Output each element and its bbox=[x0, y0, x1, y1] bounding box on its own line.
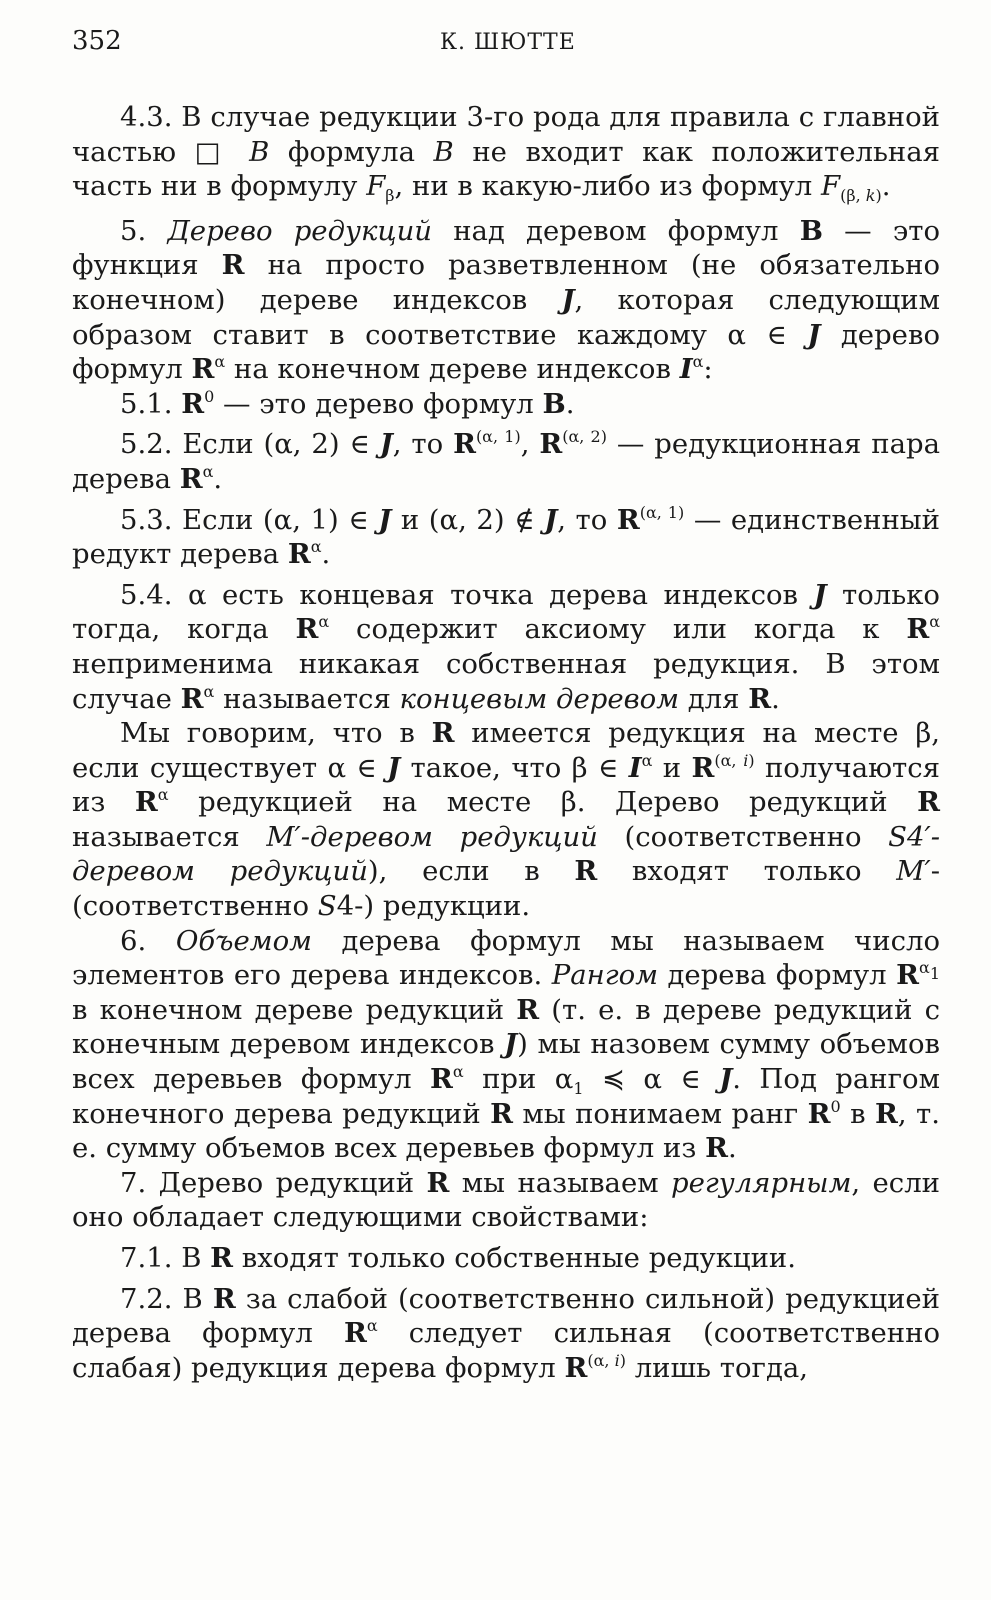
paragraph-5-2: 5.2. Если (α, 2) ∈ J, то $R^{(\alpha, 1)}$, $R^{(\alpha, 2)}$ — редукционная пара дерева $R^\alpha$. bbox=[72, 427, 940, 495]
paragraph-7: 7. Дерево редукций R мы называем регулярным, если оно обладает следующими свойствами: bbox=[72, 1166, 941, 1234]
page-number: 352 bbox=[72, 26, 122, 56]
paragraph-7-1: 7.1. В R входят только собственные редукции. bbox=[120, 1242, 796, 1274]
paragraph-5: 5. Дерево редукций над деревом формул B — это функция R на просто разветвленном (не обязательно конечном) дереве индексов J, которая следующим образом ставит в соответствие каждому α ∈ J дерево формул $R^\alpha$ на конечном дереве индексов $I^\alpha$: bbox=[72, 214, 940, 386]
paragraph-5-3: 5.3. Если (α, 1) ∈ J и (α, 2) ∉ J, то $R^{(\alpha, 1)}$ — единственный редукт дерева $R^\alpha$. bbox=[72, 502, 941, 571]
page-body bbox=[72, 100, 940, 1385]
running-head: К. ШЮТТЕ bbox=[440, 30, 576, 55]
paragraph-5-4: 5.4. α есть концевая точка дерева индексов J только тогда, когда $R^\alpha$ содержит аксиому или когда к $R^\alpha$ неприменима никакая собственная редукция. В этом случае $R^\alpha$ называется концевым деревом для R. bbox=[72, 578, 940, 715]
paragraph-reduction-place: Мы говорим, что в R имеется редукция на месте β, если существует α ∈ J такое, что β ∈ $I^\alpha$ и $R^{(\alpha, i)}$ получаются из $R^\alpha$ редукцией на месте β. Дерево редукций R называется M′-деревом редукций (соответственно S4′-деревом редукций), если в R входят только M′-(соответственно S4-) редукции. bbox=[72, 717, 941, 923]
paragraph-5-1: 5.1. $R^0$ — это дерево формул B. bbox=[120, 386, 575, 420]
paragraph-6: 6. Объемом дерева формул мы называем число элементов его дерева индексов. Рангом дерева формул $R^{\alpha_1}$ в конечном дереве редукций R (т. е. в дереве редукций с конечным деревом индексов J) мы назовем сумму объемов всех деревьев формул $R^\alpha$ при $\alpha_1$ ≼ α ∈ J. Под рангом конечного дерева редукций R мы понимаем ранг $R^0$ в R, т. е. сумму объемов всех деревьев формул из R. bbox=[72, 924, 940, 1165]
paragraph-4-3: 4.3. В случае редукции 3-го рода для правила с главной частью □ B формула B не входит как положительная часть ни в формулу $F_\beta$, ни в какую-либо из формул $F_{(\beta, k)}$. bbox=[72, 101, 940, 206]
paragraph-7-2: 7.2. В R за слабой (соответственно сильной) редукцией дерева формул $R^\alpha$ следует сильная (соответственно слабая) редукция дерева формул $R^{(\alpha, i)}$ лишь тогда, bbox=[72, 1282, 941, 1384]
